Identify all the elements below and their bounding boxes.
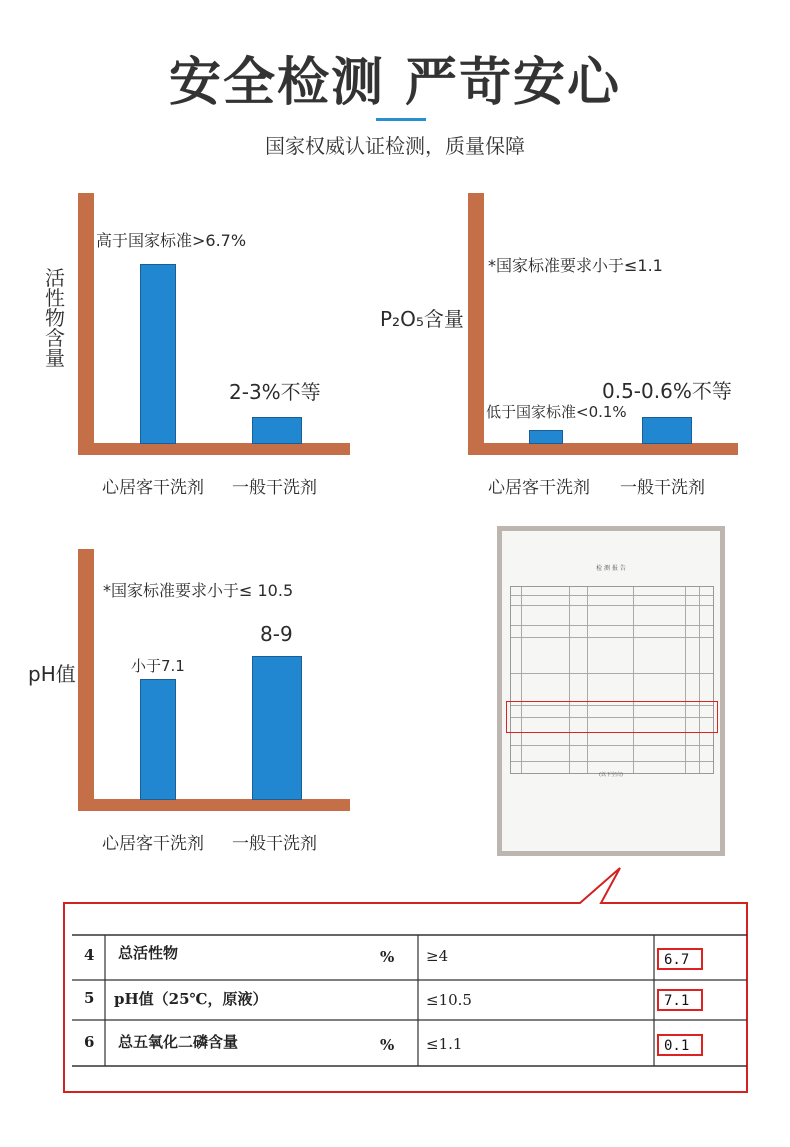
category-label: 一般干洗剂: [232, 834, 317, 854]
chart-note: *国家标准要求小于≤ 10.5: [103, 581, 294, 600]
chart-note: *国家标准要求小于≤1.1: [488, 256, 663, 275]
chart-ylabel: pH值: [28, 662, 76, 686]
bar-annotation: 2-3%不等: [229, 380, 321, 404]
bar-annotation: 0.5-0.6%不等: [602, 379, 732, 403]
category-label: 心居客干洗剂: [102, 478, 204, 498]
row-standard: ≤10.5: [426, 991, 472, 1009]
row-standard: ≥4: [426, 947, 449, 965]
page-subtitle: 国家权威认证检测，质量保障: [265, 134, 525, 158]
row-number: 4: [84, 946, 95, 964]
row-unit: %: [380, 948, 395, 966]
chart-ylabel: 活性物含量: [45, 266, 65, 370]
chart-ylabel: P₂O₅含量: [380, 307, 464, 331]
bar-annotation: 8-9: [260, 622, 293, 646]
row-number: 5: [84, 989, 95, 1007]
bar-annotation: 低于国家标准<0.1%: [486, 403, 627, 421]
bar-annotation: 高于国家标准>6.7%: [96, 231, 247, 250]
report-title: 检 测 报 告: [596, 565, 626, 572]
category-label: 一般干洗剂: [232, 478, 317, 498]
category-label: 一般干洗剂: [620, 478, 705, 498]
report-footer: (以下空白): [599, 772, 623, 778]
category-label: 心居客干洗剂: [102, 834, 204, 854]
row-result: 6.7: [657, 948, 703, 970]
row-item: pH值（25℃，原液）: [114, 990, 268, 1008]
row-result: 7.1: [657, 989, 703, 1011]
row-unit: %: [380, 1036, 395, 1054]
category-label: 心居客干洗剂: [488, 478, 590, 498]
row-result: 0.1: [657, 1034, 703, 1056]
page-title: 安全检测 严苛安心: [168, 53, 622, 113]
row-item: 总活性物: [118, 944, 179, 962]
row-standard: ≤1.1: [426, 1035, 463, 1053]
row-item: 总五氧化二磷含量: [118, 1033, 239, 1051]
row-number: 6: [84, 1033, 95, 1051]
bar-annotation: 小于7.1: [131, 657, 185, 675]
